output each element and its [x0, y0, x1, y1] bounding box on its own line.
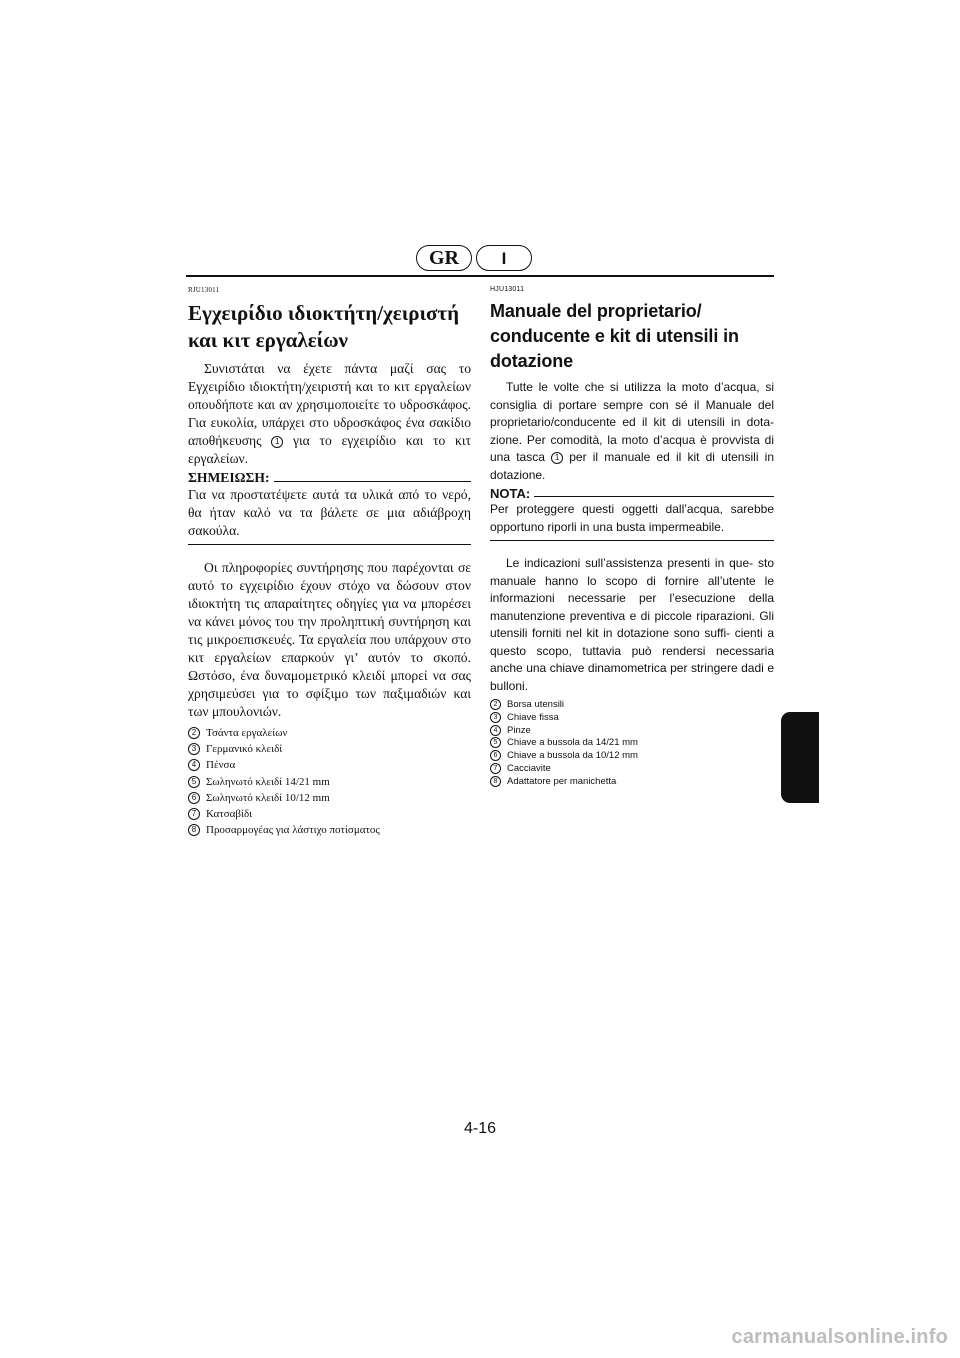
list-item: 4 Πένσα [188, 757, 471, 773]
header-rule [186, 275, 774, 277]
callout-number: 4 [188, 759, 200, 771]
list-item: 6 Σωληνωτό κλειδί 10/12 mm [188, 790, 471, 806]
note-rule [274, 481, 471, 482]
intro-paragraph: Tutte le volte che si utilizza la moto d’acqua, si consiglia di portare sempre con sé il Manuale del proprietario/conducente ed il kit di utensili in dota- zione. Per comodità, la moto d’acqua è provvista di una tasca 1 per il manuale ed il kit di utensili in dotazione. [490, 380, 774, 482]
note-end-rule [490, 540, 774, 541]
note-text: Για να προστατέψετε αυτά τα υλικά από το νερό, θα ήταν καλό να τα βάλετε σε μια αδιάβροχη σακούλα. [188, 487, 471, 538]
language-badge-greek: GR [416, 245, 472, 271]
callout-number: 4 [490, 725, 501, 736]
callout-number: 1 [271, 436, 283, 448]
note-text: Per proteggere questi oggetti dall’acqua, sarebbe opportuno riporli in una busta impermeabile. [490, 502, 774, 534]
note-heading [188, 470, 471, 486]
callout-number: 1 [551, 452, 563, 464]
note-end-rule [188, 544, 471, 545]
greek-column [188, 286, 471, 838]
italian-column [490, 286, 774, 789]
list-item: 6 Chiave a bussola da 10/12 mm [490, 750, 774, 763]
note-rule [534, 496, 774, 497]
callout-number: 8 [490, 776, 501, 787]
callout-number: 6 [490, 750, 501, 761]
note-label: NOTA: [490, 486, 531, 501]
intro-paragraph: Συνιστάται να έχετε πάντα μαζί σας το Εγχειρίδιο ιδιοκτήτη/χειριστή και το κιτ εργαλείων οπουδήποτε και αν χρησιμοποιείτε το υδροσκάφος. Για ευκολία, υπάρχει στο υδροσκάφος ένα σακίδιο αποθήκευσης 1 για το εγχειρίδιο και το κιτ εργαλείων. [188, 361, 471, 466]
maintenance-paragraph: Le indicazioni sull’assistenza presenti in que- sto manuale hanno lo scopo di fornire all’utente le informazioni necessarie per l’esecuzione della manutenzione preventiva e di piccole riparazioni. Gli utensili forniti nel kit in dotazione sono suffi- cienti a questo scopo, tuttavia può rendersi necessaria anche una chiave dinamometrica per stringere dadi e bulloni. [490, 556, 774, 693]
callout-number: 5 [490, 737, 501, 748]
callout-number: 2 [188, 727, 200, 739]
section-code: RJU13011 [188, 286, 220, 294]
list-item: 4 Pinze [490, 725, 774, 738]
section-title: Manuale del proprietario/ conducente e kit di utensili in dotazione [490, 301, 739, 371]
callout-number: 3 [490, 712, 501, 723]
list-item: 8 Adattatore per manichetta [490, 776, 774, 789]
list-item: 8 Προσαρμογέας για λάστιχο ποτίσματος [188, 822, 471, 838]
callout-number: 7 [490, 763, 501, 774]
note-heading [490, 486, 774, 501]
callout-number: 7 [188, 808, 200, 820]
list-item: 7 Κατσαβίδι [188, 806, 471, 822]
language-badge-italian: I [476, 245, 532, 271]
list-item: 2 Borsa utensili [490, 699, 774, 712]
maintenance-paragraph: Οι πληροφορίες συντήρησης που παρέχονται σε αυτό το εγχειρίδιο έχουν στόχο να δώσουν στον ιδιοκτήτη τις απαραίτητες οδηγίες για να μπορέσει να κάνει μόνος του την προληπτική συντήρηση και τις μικροεπισκευές. Τα εργαλεία που υπάρχουν στο κιτ εργαλείων επαρκούν γι’ αυτόν το σκοπό. Ωστόσο, ένα δυναμομετρικό κλειδί μπορεί να σας χρησιμεύσει για το σφίξιμο των παξιμαδιών και των μπουλονιών. [188, 560, 471, 719]
list-item: 7 Cacciavite [490, 763, 774, 776]
page-header [186, 245, 774, 279]
section-title: Εγχειρίδιο ιδιοκτήτη/χειριστή και κιτ εργαλείων [188, 301, 460, 352]
note-label: ΣΗΜΕΙΩΣΗ: [188, 470, 270, 485]
list-item: 5 Chiave a bussola da 14/21 mm [490, 737, 774, 750]
list-item: 3 Chiave fissa [490, 712, 774, 725]
callout-number: 2 [490, 699, 501, 710]
tool-list [490, 699, 774, 789]
chapter-side-tab [781, 712, 819, 803]
tool-list [188, 725, 471, 838]
list-item: 2 Τσάντα εργαλείων [188, 725, 471, 741]
callout-number: 5 [188, 776, 200, 788]
page-number: 4-16 [463, 1120, 497, 1137]
list-item: 5 Σωληνωτό κλειδί 14/21 mm [188, 774, 471, 790]
callout-number: 6 [188, 792, 200, 804]
callout-number: 8 [188, 824, 200, 836]
callout-number: 3 [188, 743, 200, 755]
section-code: HJU13011 [490, 286, 525, 293]
list-item: 3 Γερμανικό κλειδί [188, 741, 471, 757]
watermark[interactable]: carmanualsonline.info [731, 1326, 948, 1348]
